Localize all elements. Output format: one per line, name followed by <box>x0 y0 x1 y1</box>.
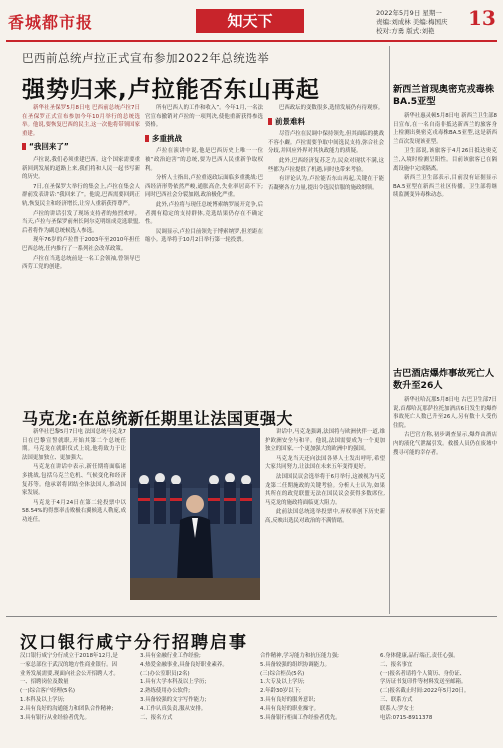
subhead-2: 多重挑战 <box>145 135 263 144</box>
subhead-marker-icon <box>22 143 26 150</box>
paragraph: 现年76岁的卢拉曾于2003年至2010年担任巴西总统,任内推行了一系列社会改革政策。 <box>22 237 140 252</box>
header-divider <box>6 40 497 42</box>
subhead-1: “我回来了” <box>22 143 140 152</box>
date-line: 2022年5月9日 星期一 <box>376 9 442 17</box>
paragraph: 此外,巴西经济复苏乏力,民众对现状不满,这些都为卢拉提供了机遇,同时也带来考验。 <box>268 157 384 173</box>
main-column-1 <box>22 104 140 400</box>
paragraph: 新华社惠灵顿5月8日电 新西兰卫生部8日宣布,在一名自南非抵达新西兰的旅客身上检测出奥密克戎毒株BA.5亚型,这是新西兰首次发现该亚型。 <box>393 113 497 145</box>
macron-photo <box>130 428 260 600</box>
ad-column-4: 6.身体健康,品行端正,责任心强。 二、报名事宜 (一)报名者请将个人简历、身份证、 学历证书复印件等材料发送至邮箱。 (二)报名截止时间:2022年5月20日。 三、联系方式 联系人:罗女士 电话:0715-8911378 <box>380 653 470 721</box>
editor-line: 责编:刘成林 美编:梅国庆 <box>376 18 448 26</box>
paragraph: 古巴官方称,初步调查显示,爆炸由酒店内的液化气泄漏引发。救援人员仍在废墟中搜寻可能的幸存者。 <box>393 432 497 456</box>
paragraph: 马克龙于4月24日在第二轮投票中以58.54%的得票率击败极右翼候选人勒庞,成功连任。 <box>22 499 126 523</box>
paragraph: 新华社巴黎5月7日电 法国总统马克龙7日在巴黎宣誓就职,开始其第二个总统任期。马克龙在就职仪式上说,他将致力于让法国更加独立、更加强大。 <box>22 429 126 461</box>
paragraph: 民调显示,卢拉目前领先于博索纳罗,但差距在缩小。选举将于10月2日举行第一轮投票。 <box>145 228 263 244</box>
ad-column-2: 3.具有金融行业工作经验; 4.热爱金融事业,具备良好职业素养。 (二)办公室职员(2名) 1.具有大学本科及以上学历; 2.熟练使用办公软件; 3.具备较强的文字写作能力; 4.工作认真负责,服从安排。 二、报名方式 <box>140 653 228 721</box>
date-info <box>376 9 447 36</box>
main-kicker: 巴西前总统卢拉正式宣布参加2022年总统选举 <box>22 51 270 65</box>
ad-column-1: 汉口银行咸宁分行成立于2018年12月,是 一家总部位于武汉的地方性商业银行。因 业务发展需要,现面向社会公开招聘人才。 一、招聘岗位及数量 (一)综合客户经理(5名) 1.本科及以上学历; 2.具有良好的沟通能力和团队合作精神; 3.具有银行从业经验者优先。 <box>20 653 119 721</box>
paragraph: 卫生部说,该旅客于4月26日抵达奥克兰,入境时检测呈阳性。目前该旅客已在隔离设施中完成隔离。 <box>393 148 497 172</box>
sidebar-divider <box>389 46 390 614</box>
sidebar-story1-title: 新西兰首现奥密克戎毒株BA.5亚型 <box>393 84 495 107</box>
newspaper-brand: 香城都市报 <box>8 13 94 32</box>
main-column-3 <box>268 104 384 400</box>
main-headline: 强势归来,卢拉能否东山再起 <box>22 77 320 103</box>
main-lead: 新华社圣保罗5月8日电 巴西前总统卢拉7日在圣保罗正式宣布参加今年10月举行的总统选举。他说,要恢复巴西的民主,这一次他将带领国家重建。 <box>22 105 140 137</box>
photo-illustration <box>130 428 260 600</box>
proof-line: 校对:方勇 版式:刘艳 <box>376 27 435 35</box>
subhead-3: 前景难料 <box>268 118 384 127</box>
paragraph: 分析人士指出,卢拉重返政坛面临多重挑战:巴西经济形势依然严峻,通胀高企,失业率居高不下;同时巴西社会分裂加剧,政治极化严重。 <box>145 175 263 199</box>
second-story-column-2 <box>265 428 385 612</box>
paragraph: 新西兰卫生部表示,目前没有证据显示BA.5亚型在新西兰社区传播。卫生部将继续监测变异毒株动态。 <box>393 175 497 199</box>
paragraph: 讲话中,马克龙强调,法国将与欧洲伙伴一道,维护欧洲安全与和平。他说,法国需要成为一个更加独立的国家,一个更加强大的欧洲中的强国。 <box>265 429 385 453</box>
paragraph: 此前法国总统选举投票中,弃权率创下历史新高,反映出选民对政治的不满情绪。 <box>265 509 385 524</box>
ad-column-3: 合作精神,学习能力和抗压能力强; 5.具备较强的组织协调能力。 (三)综合柜员(5名) 1.大专及以上学历; 2.年龄30岁以下; 3.具有良好的服务意识; 4.具有良好的职业操守。 5.具备银行柜面工作经验者优先。 <box>260 653 341 721</box>
paragraph: 此外,卢拉将与现任总统博索纳罗展开竞争,后者拥有稳定的支持群体,竞选结果仍存在不确定性。 <box>145 201 263 226</box>
ad-divider <box>6 616 497 617</box>
sidebar-story2-body <box>393 396 497 610</box>
second-story-title: 马克龙:在总统新任期里让法国更强大 <box>22 409 293 428</box>
paragraph: 新华社哈瓦那5月8日电 古巴卫生部7日说,首都哈瓦那萨拉托加酒店6日发生的爆炸事故死亡人数已升至26人,另有数十人受伤住院。 <box>393 397 497 429</box>
paragraph: 7日,在圣保罗大举行的集会上,卢拉在集会人群前发表讲话:“我回来了”。他说,巴西需要回到正轨,恢复民主和经济增长,让穷人重新获得尊严。 <box>22 183 140 207</box>
paragraph: 卢拉说,我们必须重建巴西。这个国家需要重新回到发展的道路上来,我们将和人民一起书写新的历史。 <box>22 156 140 181</box>
ad-title: 汉口银行咸宁分行招聘启事 <box>20 633 248 653</box>
paragraph: 马克龙当天还向法国各界人士发出呼吁,希望大家共同努力,让法国在未来五年变得更好。 <box>265 455 385 471</box>
page-number: 13 <box>468 6 496 30</box>
second-story-column-1 <box>22 428 126 612</box>
paragraph: 卢拉的讲话引发了现场支持者的热烈欢呼。当天,卢拉与圣保罗前州长阿尔克明组成竞选联盟,后者将作为副总统候选人参选。 <box>22 210 140 234</box>
paragraph: 卢拉在演讲中说,他是巴西历史上唯一一位被“政治迫害”的总统,要为巴西人民重新争取权利。 <box>145 148 263 172</box>
paragraph: 马克龙在讲话中表示,新任期将面临诸多挑战,包括乌克兰危机、气候变化和经济复苏等。他承诺将团结全体法国人,推动国家发展。 <box>22 464 126 497</box>
paragraph: 有评论认为,卢拉能否东山再起,关键在于能否凝聚各方力量,提出令选民信服的施政纲领。 <box>268 176 384 191</box>
subhead-marker-icon <box>268 118 272 125</box>
paragraph: 尽管卢拉在民调中保持领先,但其面临的挑战不容小觑。卢拉需要争取中间选民支持,弥合社会分歧,并回应外界对其执政能力的质疑。 <box>268 131 384 155</box>
paragraph: 所有巴西人的工作和收入”。今年1月,一名法官宣布撤销对卢拉的一项判决,使他重新获得参选资格。 <box>145 105 263 129</box>
main-column-2 <box>145 104 263 400</box>
sidebar-story1-body <box>393 112 497 360</box>
paragraph: 卢拉在当选总统前是一名工会领袖,曾领导巴西劳工党的创建。 <box>22 255 140 271</box>
paragraph: 巴西政坛的变数很多,选情发展仍有待观察。 <box>279 105 384 111</box>
section-tag: 知天下 <box>196 9 304 33</box>
masthead <box>0 0 503 42</box>
subhead-marker-icon <box>145 135 149 142</box>
sidebar-story2-title: 古巴酒店爆炸事故死亡人数升至26人 <box>393 368 495 391</box>
paragraph: 法国国民议会选举将于6月举行,这被视为马克龙第二任期施政的关键考验。分析人士认为,如果其所在的政党联盟无法在国民议会获得多数席位,马克龙的施政将面临更大阻力。 <box>265 473 385 506</box>
